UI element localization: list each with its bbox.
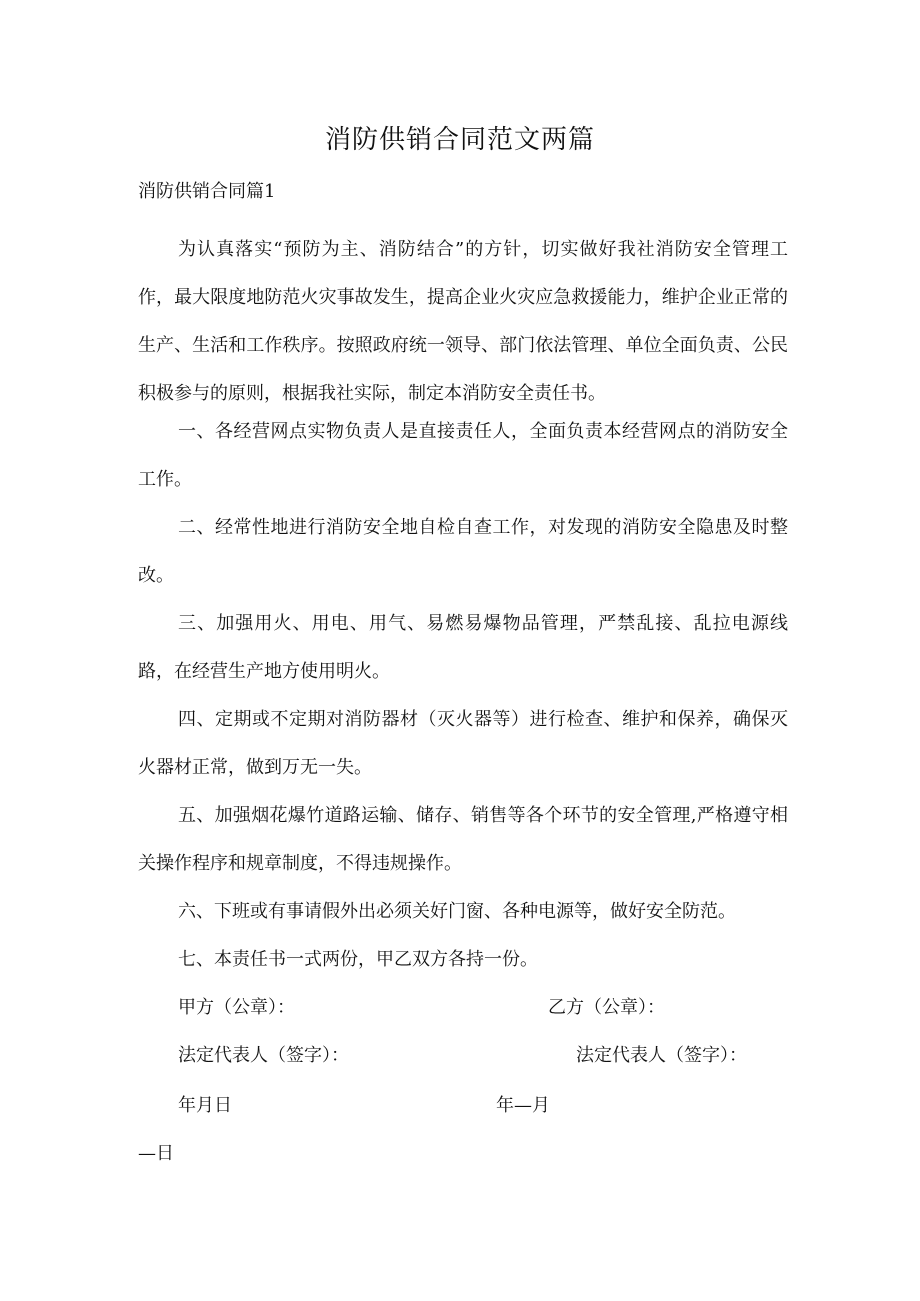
section-heading: 消防供销合同篇1 [138, 181, 276, 202]
clause-3: 三、加强用火、用电、用气、易燃易爆物品管理，严禁乱接、乱拉电源线路，在经营生产地方使用明火。 [138, 613, 788, 682]
party-a-seal-label: 甲方（公章）： [178, 997, 295, 1018]
clause-7: 七、本责任书一式两份，甲乙双方各持一份。 [178, 949, 538, 970]
intro-paragraph: 为认真落实“预防为主、消防结合”的方针，切实做好我社消防安全管理工作，最大限度地防范火灾事故发生，提高企业火灾应急救援能力，维护企业正常的生产、生活和工作秩序。按照政府统一领导、部门依法管理、单位全面负责、公民积极参与的原则，根据我社实际，制定本消防安全责任书。 [138, 239, 788, 404]
party-b-date-day: —日 [138, 1143, 174, 1164]
clause-1: 一、各经营网点实物负责人是直接责任人，全面负责本经营网点的消防安全工作。 [138, 421, 788, 490]
party-a-representative-label: 法定代表人（签字）： [178, 1045, 349, 1066]
party-a-date: 年月日 [178, 1095, 232, 1116]
party-b-representative-label: 法定代表人（签字）： [576, 1045, 747, 1066]
party-b-seal-label: 乙方（公章）： [548, 997, 665, 1018]
clause-2: 二、经常性地进行消防安全地自检自查工作，对发现的消防安全隐患及时整改。 [138, 517, 788, 586]
clause-4: 四、定期或不定期对消防器材（灭火器等）进行检查、维护和保养，确保灭火器材正常，做到万无一失。 [138, 709, 788, 778]
clause-5: 五、加强烟花爆竹道路运输、储存、销售等各个环节的安全管理,严格遵守相关操作程序和规章制度，不得违规操作。 [138, 805, 788, 874]
document-title: 消防供销合同范文两篇 [324, 125, 595, 155]
party-b-date: 年—月 [496, 1095, 550, 1116]
clause-6: 六、下班或有事请假外出必须关好门窗、各种电源等，做好安全防范。 [178, 901, 736, 922]
